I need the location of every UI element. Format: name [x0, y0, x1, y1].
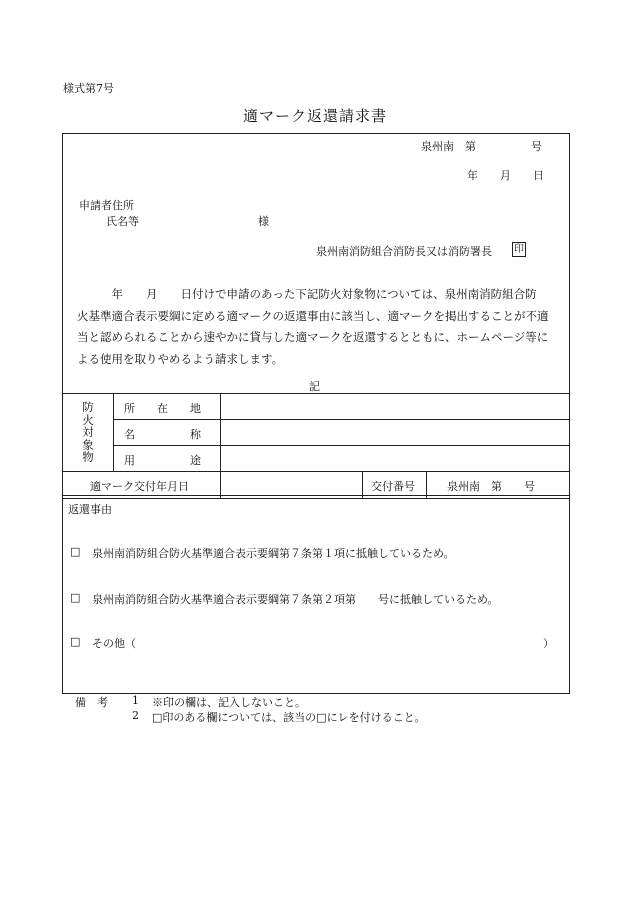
name-label: 名 称 — [124, 428, 201, 441]
honorific: 様 — [258, 215, 269, 228]
ki-label: 記 — [309, 380, 320, 393]
applicant-name-label: 氏名等 — [106, 215, 139, 228]
note-2-number: 2 — [132, 709, 139, 722]
body-line: 火基準適合表示要綱に定める適マークの返還事由に該当し、適マークを掲出することが不適 — [77, 308, 549, 323]
document-title: 適マーク返還請求書 — [242, 107, 387, 125]
cell-divider — [362, 471, 363, 498]
row-rule — [113, 419, 569, 420]
table-top-rule — [62, 393, 569, 394]
body-line: 当と認められることから速やかに貸与した適マークを返還するとともに、ホームページ等に — [77, 330, 549, 344]
body-line: 年 月 日付けで申請のあった下記防火対象物については、泉州南消防組合防 — [77, 287, 537, 301]
location-label: 所 在 地 — [124, 402, 201, 415]
checkbox-reason-2[interactable]: □ — [70, 591, 81, 604]
return-reasons-label: 返還事由 — [68, 503, 112, 516]
use-label: 用 途 — [124, 454, 201, 467]
checkbox-reason-1[interactable]: □ — [70, 545, 81, 558]
group-divider — [113, 393, 114, 471]
seal-mark: 印 — [514, 244, 524, 255]
cell-divider — [426, 471, 427, 498]
date-line: 年 月 日 — [467, 169, 544, 182]
reason-2-text: 泉州南消防組合防火基準適合表示要綱第７条第２項第 号に抵触しているため。 — [92, 593, 499, 606]
notes-label: 備 考 — [75, 696, 108, 709]
applicant-address-label: 申請者住所 — [79, 199, 134, 212]
issue-date-label: 適マーク交付年月日 — [90, 480, 189, 493]
row-rule — [62, 495, 569, 496]
reason-1-text: 泉州南消防組合防火基準適合表示要綱第７条第１項に抵触しているため。 — [92, 547, 455, 560]
request-body — [77, 284, 567, 370]
issue-number-label: 交付番号 — [371, 480, 415, 493]
row-rule-double — [62, 498, 569, 499]
note-1-text: ※印の欄は、記入しないこと。 — [152, 696, 306, 709]
office-reference: 泉州南 第 号 — [421, 140, 542, 153]
issue-number-value: 泉州南 第 号 — [447, 480, 535, 493]
reason-other-text: その他（ ） — [92, 637, 554, 650]
issuer-name: 泉州南消防組合消防長又は消防署長 — [316, 245, 492, 258]
row-rule — [113, 445, 569, 446]
note-2-text: □印のある欄については、該当の□にレを付けること。 — [152, 711, 426, 724]
note-1-number: 1 — [132, 694, 139, 707]
checkbox-reason-other[interactable]: □ — [70, 635, 81, 648]
row-rule — [62, 471, 569, 472]
fire-target-group-label: 防火対象物 — [82, 400, 94, 464]
body-line: よる使用を取りやめるよう請求します。 — [77, 351, 284, 366]
form-number: 様式第7号 — [63, 82, 114, 95]
